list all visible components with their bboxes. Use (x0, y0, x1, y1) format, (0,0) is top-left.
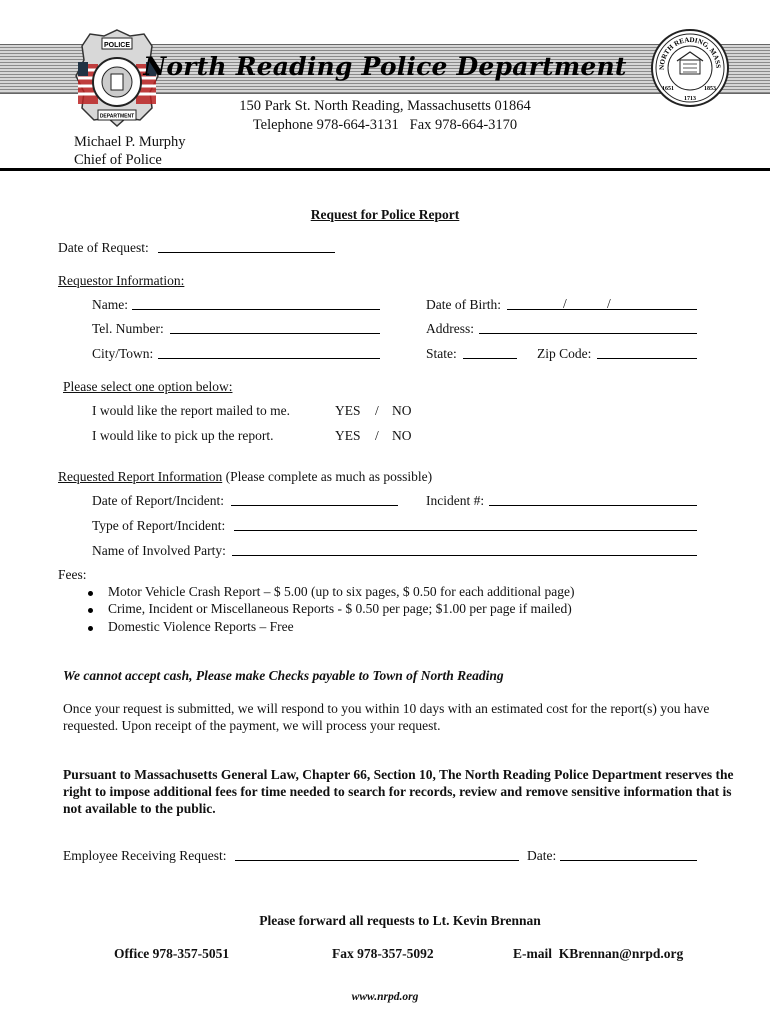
email-address[interactable]: E-mail KBrennan@nrpd.org (513, 946, 684, 961)
header-divider (0, 168, 770, 171)
option-pickup-yes[interactable]: YES (335, 428, 361, 443)
zip-label: Zip Code: (537, 346, 592, 361)
date-field[interactable] (560, 848, 697, 861)
fees-heading: Fees: (58, 567, 87, 582)
date-label: Date: (527, 848, 557, 863)
option-pickup-no[interactable]: NO (392, 428, 412, 443)
report-heading-row (58, 469, 432, 485)
option-mail-no[interactable]: NO (392, 403, 412, 418)
seal-text-top: NORTH READING, MASS (657, 35, 723, 71)
badge-text-top: POLICE (103, 42, 131, 49)
option-mail-label: I would like the report mailed to me. (92, 403, 290, 418)
employee-field[interactable] (235, 848, 519, 861)
option-pickup-slash: / (375, 428, 379, 443)
involved-party-field[interactable] (232, 543, 697, 556)
seal-year-right: 1853 (704, 86, 716, 92)
date-of-request-field[interactable] (158, 240, 335, 253)
name-field[interactable] (132, 297, 380, 310)
state-field[interactable] (463, 346, 517, 359)
dob-label: Date of Birth: (426, 297, 501, 312)
badge-text-bottom: DEPARTMENT (99, 113, 135, 120)
fee-item: Motor Vehicle Crash Report – $ 5.00 (up to six pages, $ 0.50 for each additional page) (108, 584, 575, 599)
fee-item: Crime, Incident or Miscellaneous Reports - $ 0.50 per page; $1.00 per page if mailed) (108, 601, 572, 616)
option-mail-slash: / (375, 403, 379, 418)
forward-note: Please forward all requests to Lt. Kevin Brennan (259, 913, 541, 928)
form-title: Request for Police Report (310, 207, 460, 222)
zip-field[interactable] (597, 346, 697, 359)
tel-label: Tel. Number: (92, 321, 164, 336)
incident-type-field[interactable] (234, 518, 697, 531)
option-pickup-label: I would like to pick up the report. (92, 428, 274, 443)
incident-date-label: Date of Report/Incident: (92, 493, 224, 508)
report-hint: (Please complete as much as possible) (225, 469, 433, 484)
city-label: City/Town: (92, 346, 154, 361)
seal-year-left: 1651 (662, 86, 674, 92)
bullet-icon (88, 608, 93, 613)
fee-item: Domestic Violence Reports – Free (108, 619, 294, 634)
incident-type-label: Type of Report/Incident: (92, 518, 226, 533)
option-mail-yes[interactable]: YES (335, 403, 361, 418)
fax-number: Fax 978-357-5092 (332, 946, 434, 961)
address-label: Address: (426, 321, 474, 336)
bullet-icon (88, 591, 93, 596)
report-heading: Requested Report Information (58, 469, 223, 484)
legal-note: Pursuant to Massachusetts General Law, Chapter 66, Section 10, The North Reading Police Department reserves the right to impose additional fees for time needed to search for records, review and remove sensitive information that is not available to the public. (63, 767, 734, 816)
incident-number-field[interactable] (489, 493, 697, 506)
office-phone: Office 978-357-5051 (114, 946, 230, 961)
bullet-icon (88, 626, 93, 631)
date-of-request-label: Date of Request: (58, 240, 149, 255)
response-note: Once your request is submitted, we will respond to you within 10 days with an estimated cost for the report(s) you have requested. Upon receipt of the payment, we will process your request. (63, 701, 710, 733)
involved-party-label: Name of Involved Party: (92, 543, 226, 558)
dob-separator: / (563, 296, 567, 311)
tel-field[interactable] (170, 321, 380, 334)
payment-note: We cannot accept cash, Please make Checks payable to Town of North Reading (63, 668, 504, 683)
website-link[interactable]: www.nrpd.org (351, 991, 419, 1003)
employee-label: Employee Receiving Request: (63, 848, 227, 863)
state-label: State: (426, 346, 457, 361)
chief-title: Chief of Police (74, 152, 162, 168)
seal-year-center: 1713 (684, 96, 696, 102)
address-line: 150 Park St. North Reading, Massachusetts 01864 (239, 98, 531, 114)
chief-name: Michael P. Murphy (74, 134, 186, 150)
address-field[interactable] (479, 321, 697, 334)
name-label: Name: (92, 297, 128, 312)
city-field[interactable] (158, 346, 380, 359)
select-option-heading: Please select one option below: (63, 379, 233, 394)
incident-date-field[interactable] (231, 493, 398, 506)
department-title: North Reading Police Department (143, 52, 627, 81)
incident-number-label: Incident #: (426, 493, 485, 508)
dob-month-field[interactable] (507, 297, 697, 310)
requestor-heading: Requestor Information: (58, 273, 185, 288)
phone-line: Telephone 978-664-3131 Fax 978-664-3170 (252, 117, 518, 133)
dob-separator: / (607, 296, 611, 311)
